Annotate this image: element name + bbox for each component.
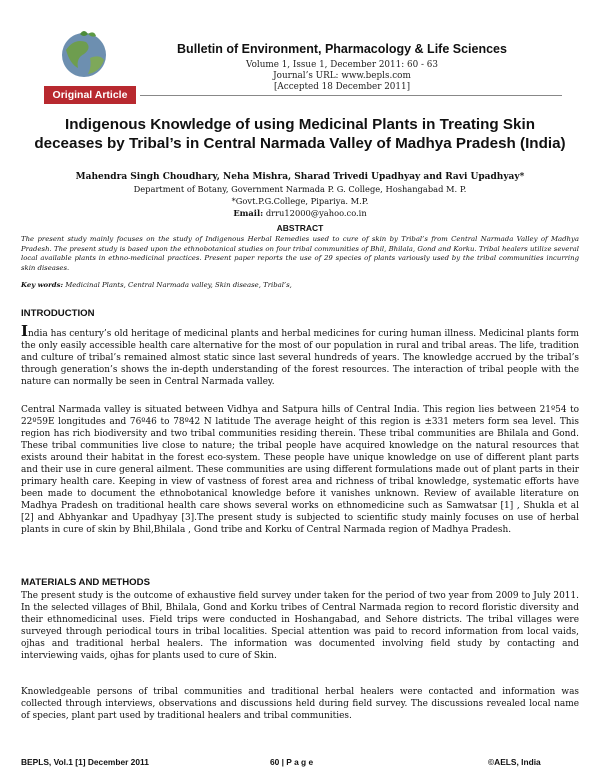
drop-cap: I: [21, 322, 29, 340]
introduction-heading: INTRODUCTION: [21, 308, 95, 319]
accepted-date: [Accepted 18 December 2011]: [273, 82, 411, 92]
keywords-label: Key words:: [21, 281, 64, 289]
journal-volume: Volume 1, Issue 1, December 2011: 60 - 63: [246, 60, 438, 70]
affiliation-primary: Department of Botany, Government Narmada P. G. College, Hoshangabad M. P.: [133, 184, 467, 194]
footer-copyright: ©AELS, India: [488, 757, 541, 767]
journal-url: Journal’s URL: www.bepls.com: [273, 71, 411, 81]
keywords-line: [21, 281, 579, 289]
footer-page-number: 60 | P a g e: [270, 757, 314, 767]
footer-citation: BEPLS, Vol.1 [1] December 2011: [21, 757, 149, 767]
affiliation-secondary: *Govt.P.G.College, Pipariya. M.P.: [231, 196, 369, 206]
introduction-paragraph-1: [21, 324, 579, 389]
email-address: drru12000@yahoo.co.in: [265, 208, 367, 218]
keywords-text: Medicinal Plants, Central Narmada valley, Skin disease, Tribal’s,: [65, 281, 292, 289]
abstract-text: The present study mainly focuses on the study of Indigenous Herbal Remedies used to cure of skin by Tribal’s from Central Narmada Valley of Madhya Pradesh. The present study is based upon the ethnobotanical studies on four tribal communities of Bhil, Bhilala, Gond and Korku. Tribal healers utilize several local available plants in ethno-medicinal practices. Present paper reports the use of 29 species of plants variously used by the tribal communities incurring skin diseases.: [21, 235, 579, 272]
methods-paragraph-2: Knowledgeable persons of tribal communities and traditional herbal healers were contacted and information was collected through interviews, observations and discussions held during field survey. The discussions revealed local name of species, plant part used by traditional healers and tribal communities.: [21, 687, 579, 721]
abstract-heading: ABSTRACT: [276, 223, 324, 233]
journal-title: Bulletin of Environment, Pharmacology & Life Sciences: [177, 42, 507, 56]
introduction-paragraph-1-text: ndia has century’s old heritage of medicinal plants and herbal medicines for curing human illness. Medicinal plants form the only easily accessible health care alternative for the most of our population in rural and tribal areas. The life, tradition and culture of tribal’s remained almost static since last several hundreds of years. The knowledge accrued by the tribal’s through generation’s shows the in-depth understanding of the forest resources. The interaction of tribal people with the nature can normally be seen in Central Narmada valley.: [21, 329, 579, 387]
header-divider: [140, 95, 562, 96]
methods-heading: MATERIALS AND METHODS: [21, 577, 150, 588]
email-line: [30, 208, 570, 218]
author-list: Mahendra Singh Choudhary, Neha Mishra, Sharad Trivedi Upadhyay and Ravi Upadhyay*: [75, 172, 525, 182]
methods-paragraph-1: The present study is the outcome of exhaustive field survey under taken for the period of two year from 2009 to July 2011. In the selected villages of Bhil, Bhilala, Gond and Korku tribes of Central Narmada region to record floristic diversity and their ethnomedicinal uses. Field trips were conducted in Hoshangabad, and Sehore districts. The tribal villages were surveyed through periodical tours in tribal localities. Special attention was paid to record information from local vaids, ojhas and traditional herbal healers. The information was documented involving field study by contacting and interviewing vaids, ojhas for plants used to cure of Skin.: [21, 591, 579, 661]
article-type-badge: Original Article: [44, 86, 136, 104]
email-label: Email:: [233, 208, 264, 218]
introduction-paragraph-2: Central Narmada valley is situated between Vidhya and Satpura hills of Central India. This region lies between 21º54 to 22º59E longitudes and 76º46 to 78º42 N latitude The average height of this region is ±331 meters form sea level. This region has rich biodiversity and two tribal communities residing therein. These tribal communities are Bhilala and Gond. These tribal communities live close to nature; the tribal people have acquired knowledge on the natural resources that exists around their habitat in the forest eco-system. These people have unique knowledge on use of different plant parts and their use in cure general ailment. These communities are using different formulations made out of plant parts in their primary health care. Keeping in view of vastness of forest area and richness of tribal knowledge, systematic efforts have been made to document the ethnobotanical knowledge before it vanishes unknown. Review of available literature on Madhya Pradesh on traditional health care shows several works on ethnomedicine such as Samwatsar [1] , Shukla et al [2] and Abhyankar and Upadhyay [3].The present study is subjected to scientific study mainly focuses on use of herbal plants in cure of skin by Bhil,Bhilala , Gond tribe and Korku of Central Narmada region of Madhya Pradesh.: [21, 405, 579, 535]
paper-title: Indigenous Knowledge of using Medicinal Plants in Treating Skin deceases by Tribal’s in Central Narmada Valley of Madhya Pradesh (India): [34, 116, 566, 152]
journal-logo-globe-icon: [58, 28, 110, 80]
